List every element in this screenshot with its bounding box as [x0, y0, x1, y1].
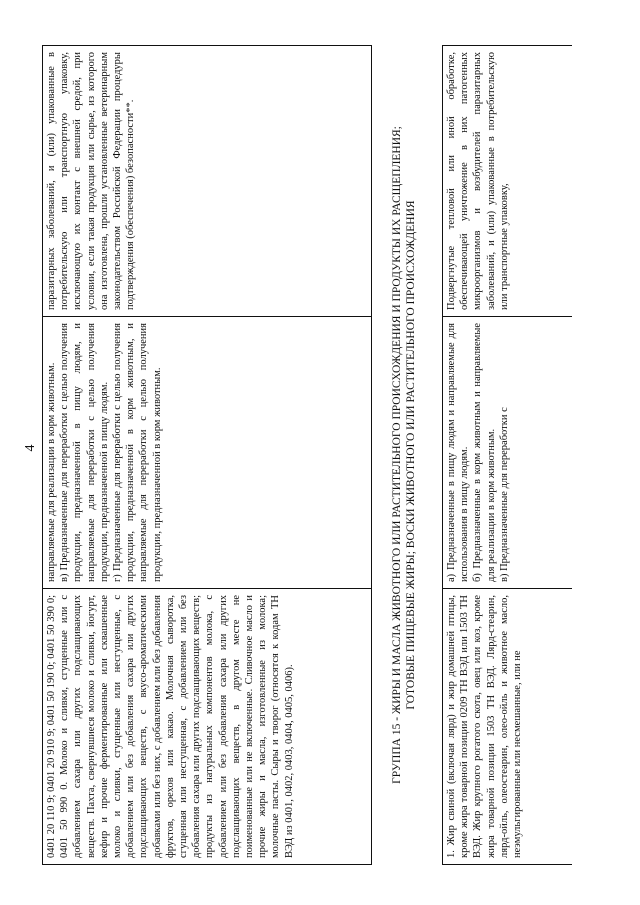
purpose-cell: [443, 317, 572, 589]
document-body: [42, 45, 572, 865]
purpose-paragraph: а) Предназначенные в пищу людям и направляемые для использования в пищу людям.: [446, 323, 471, 582]
product-description: 1. Жир свиной (включая лярд) и жир домашней птицы, кроме жира товарной позиции 0209 ТН ВЭД или 1503 ТН ВЭД. Жир крупного рогатого скота, овец или коз, кроме жира товарной позиции 1503 ТН ВЭД. Лярд-стеарин, лярд-ойль, олеостеарин, олео-ойль и животное масло, неэмульгированные или несмешанные, или не: [446, 595, 524, 858]
purpose-cell: [43, 317, 371, 589]
purpose-paragraph: в) Предназначенные для переработки с: [498, 407, 510, 582]
table-row-dairy: [42, 45, 372, 865]
conditions-cell: [43, 46, 371, 317]
product-description-cell: [443, 589, 572, 864]
rotated-table: [42, 45, 572, 865]
group-heading: [390, 45, 418, 865]
conditions-text: паразитарных заболеваний, и (или) упакованные в потребительскую или транспортную упаковку, исключающую их контакт с внешней средой, при условии, если такая продукция или сырье, из которого она изготовлена, прошли установленные ветеринарным законодательством Российской Федерации процедуры подтверждения (обеспечения) безопасности**.: [46, 52, 137, 310]
group-heading-line: ГОТОВЫЕ ПИЩЕВЫЕ ЖИРЫ; ВОСКИ ЖИВОТНОГО ИЛИ РАСТИТЕЛЬНОГО ПРОИСХОЖДЕНИЯ: [405, 200, 417, 710]
product-description: 0401 20 110 9; 0401 20 910 9; 0401 50 190 0; 0401 50 390 0; 0401 50 990 0. Молоко и сливки, сгущенные или с добавлением сахара или других подслащивающих веществ. Пахта, свернувшиеся молоко и сливки, йогурт, кефир и прочие ферментированные или сквашенные молоко и сливки, сгущенные или несгущенные, с добавлением или без добавления сахара или других подслащивающих веществ, с вкусо-ароматическими добавками или без них, с добавлением или без добавления фруктов, орехов или какао. Молочная сыворотка, сгущенная или несгущенная, с добавлением или без добавления сахара или других подслащивающих веществ; продукты из натуральных компонентов молока, с добавлением или без добавления сахара или других подслащивающих веществ, в другом месте не поименованные или не включенные. Сливочное масло и прочие жиры и масла, изготовленные из молока; молочные пасты. Сыры и творог (относятся к кодам ТН ВЭД из 0401, 0402, 0403, 0404, 0405, 0406).: [46, 595, 295, 858]
page-number: 4: [23, 444, 38, 452]
product-description-cell: [43, 589, 371, 864]
table-row-fats: [442, 45, 572, 865]
purpose-paragraph: направляемые для реализации в корм животным.: [46, 362, 57, 582]
purpose-paragraph: в) Предназначенные для переработки с целью получения продукции, предназначенной в пищу людям, и направляемые для переработки с целью получения продукции, предназначенной в пищу людям.: [59, 323, 110, 582]
group-heading-line: ГРУППА 15 - ЖИРЫ И МАСЛА ЖИВОТНОГО ИЛИ РАСТИТЕЛЬНОГО ПРОИСХОЖДЕНИЯ И ПРОДУКТЫ ИХ РАСЩЕПЛЕНИЯ;: [391, 126, 403, 784]
conditions-cell: [443, 46, 572, 317]
purpose-paragraph: г) Предназначенные для переработки с целью получения продукции, предназначенной в корм животным, и направляемые для переработки с целью получения продукции, предназначенной в корм животным.: [112, 323, 163, 582]
conditions-text: Подвергнутые тепловой или иной обработке, обеспечивающей уничтожение в них патогенных микроорганизмов и возбудителей паразитарных заболеваний, и (или) упакованные в потребительскую или транспортные упаковку,: [446, 52, 510, 310]
purpose-paragraph: б) Предназначенные в корм животным и направляемые для реализации в корм животным.: [472, 323, 497, 582]
